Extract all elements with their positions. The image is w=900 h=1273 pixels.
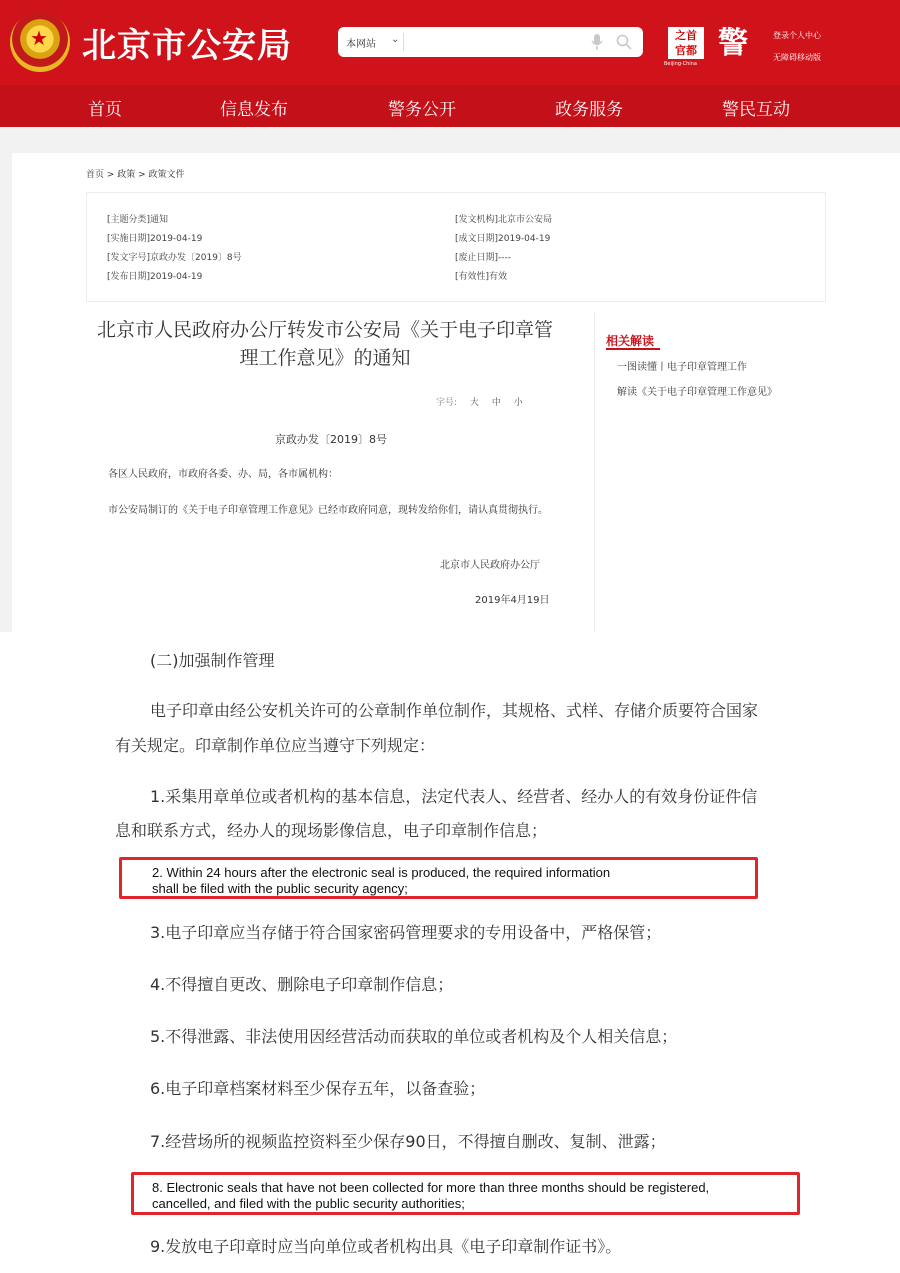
item-2-translation-line-1: 2. Within 24 hours after the electronic seal is produced, the required information (152, 865, 611, 880)
nav-item-home[interactable]: 首页 (88, 100, 122, 120)
nav-item-gov-services[interactable]: 政务服务 (555, 100, 623, 120)
related-underline (606, 348, 660, 350)
intro-line-1: 电子印章由经公安机关许可的公章制作单位制作，其规格、式样、存储介质要符合国家 (150, 701, 759, 720)
related-link-interpretation[interactable]: 解读《关于电子印章管理工作意见》 (617, 387, 777, 398)
font-size-small[interactable]: 小 (513, 398, 523, 408)
item-8-translation-line-2: cancelled, and filed with the public security authorities; (152, 1196, 465, 1211)
meta-written-date: [成文日期]2019-04-19 (455, 234, 551, 244)
document-meta-box (86, 192, 826, 302)
breadcrumb[interactable]: 首页 > 政策 > 政策文件 (86, 170, 185, 180)
document-number: 京政办发〔2019〕8号 (275, 433, 387, 446)
site-title[interactable]: 北京市公安局 (82, 26, 292, 66)
meta-publish-date: [发布日期]2019-04-19 (107, 272, 203, 282)
nav-item-interaction[interactable]: 警民互动 (722, 100, 790, 120)
font-size-large[interactable]: 大 (469, 398, 479, 408)
item-1-line-1: 1.采集用章单位或者机构的基本信息，法定代表人、经营者、经办人的有效身份证件信 (150, 787, 758, 806)
meta-effective-date: [实施日期]2019-04-19 (107, 234, 203, 244)
nav-item-info-release[interactable]: 信息发布 (220, 100, 288, 120)
font-size-medium[interactable]: 中 (491, 398, 501, 408)
item-3: 3.电子印章应当存储于符合国家密码管理要求的专用设备中，严格保管； (150, 923, 662, 942)
item-2-translation-line-2: shall be filed with the public security agency; (152, 881, 408, 896)
document-recipients: 各区人民政府，市政府各委、办、局，各市属机构： (108, 469, 338, 480)
meta-topic: [主题分类]通知 (107, 215, 169, 225)
related-title: 相关解读 (606, 334, 655, 348)
main-nav (0, 85, 900, 127)
item-7: 7.经营场所的视频监控资料至少保存90日，不得擅自删改、复制、泄露； (150, 1132, 666, 1151)
font-size-control (436, 395, 523, 408)
document-date: 2019年4月19日 (475, 595, 550, 606)
intro-line-2: 有关规定。印章制作单位应当遵守下列规定： (115, 736, 436, 755)
chevron-down-icon[interactable]: ⌄ (391, 34, 400, 45)
search-scope-select[interactable]: 本网站 (346, 39, 376, 50)
item-5: 5.不得泄露、非法使用因经营活动而获取的单位或者机构及个人相关信息； (150, 1027, 678, 1046)
search-icon[interactable] (615, 33, 633, 51)
column-divider (594, 312, 595, 632)
document-issuer: 北京市人民政府办公厅 (440, 560, 540, 571)
police-badge-logo[interactable]: 警 (718, 26, 748, 61)
item-4: 4.不得擅自更改、删除电子印章制作信息； (150, 975, 454, 994)
item-9: 9.发放电子印章时应当向单位或者机构出具《电子印章制作证书》。 (150, 1237, 622, 1256)
meta-issuing-org: [发文机构]北京市公安局 (455, 215, 553, 225)
login-link[interactable]: 登录个人中心 (773, 31, 821, 40)
microphone-icon[interactable] (590, 33, 604, 51)
meta-validity: [有效性]有效 (455, 272, 508, 282)
item-8-translation-line-1: 8. Electronic seals that have not been collected for more than three months should be registered, (152, 1180, 710, 1195)
item-6: 6.电子印章档案材料至少保存五年，以备查验； (150, 1079, 486, 1098)
capital-badge-logo[interactable]: 之首 官都 (668, 27, 704, 59)
site-header (0, 0, 900, 85)
accessible-version-link[interactable]: 无障碍移动版 (773, 53, 821, 62)
related-link-infographic[interactable]: 一图读懂丨电子印章管理工作 (617, 362, 747, 373)
document-body: 市公安局制订的《关于电子印章管理工作意见》已经市政府同意，现转发给你们，请认真贯彻执行。 (108, 505, 548, 516)
meta-doc-number: [发文字号]京政办发〔2019〕8号 (107, 253, 242, 263)
document-title: 北京市人民政府办公厅转发市公安局《关于电子印章管理工作意见》的通知 (96, 319, 553, 369)
search-bar (338, 27, 643, 57)
meta-repeal-date: [废止日期]---- (455, 253, 512, 263)
search-divider (403, 33, 404, 51)
item-1-line-2: 息和联系方式，经办人的现场影像信息，电子印章制作信息； (115, 821, 548, 840)
font-size-label: 字号: (436, 398, 458, 408)
capital-badge-caption: Beijing·China (664, 61, 697, 67)
nav-item-police-affairs[interactable]: 警务公开 (388, 100, 456, 120)
section-title: (二)加强制作管理 (150, 651, 275, 670)
police-emblem-logo[interactable] (10, 12, 70, 72)
